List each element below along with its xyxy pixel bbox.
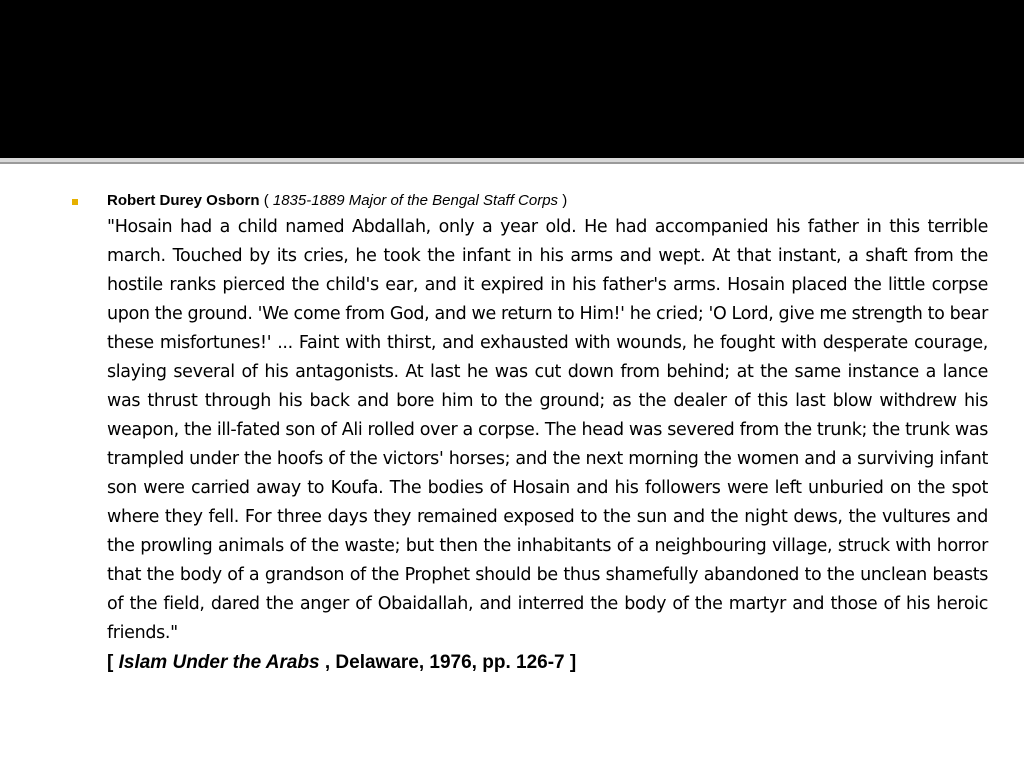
author-detail: 1835-1889 Major of the Bengal Staff Corps xyxy=(272,192,559,209)
slide-header-band xyxy=(0,0,1024,158)
paren-open: ( xyxy=(263,192,269,209)
author-name: Robert Durey Osborn xyxy=(107,192,260,209)
paren-close: ) xyxy=(562,192,568,209)
quote-attribution xyxy=(107,189,988,213)
square-bullet-icon xyxy=(72,199,78,205)
slide-body xyxy=(107,189,988,678)
header-divider-dark xyxy=(0,162,1024,164)
citation-details: , Delaware, 1976, pp. 126-7 ] xyxy=(324,652,577,673)
quote-text: "Hosain had a child named Abdallah, only a year old. He had accompanied his father in this terrible march. Touched by its cries, he took the infant in his arms and wept. At that instant, a shaft from the hostile ranks pierced the child's ear, and it expired in his father's arms. Hosain placed the little corpse upon the ground. 'We come from God, and we return to Him!' he cried; 'O Lord, give me strength to bear these misfortunes!' ... Faint with thirst, and exhausted with wounds, he fought with desperate courage, slaying several of his antagonists. At last he was cut down from behind; at the same instance a lance was thrust through his back and bore him to the ground; as the dealer of this last blow withdrew his weapon, the ill-fated son of Ali rolled over a corpse. The head was severed from the trunk; the trunk was trampled under the hoofs of the victors' horses; and the next morning the women and a surviving infant son were carried away to Koufa. The bodies of Hosain and his followers were left unburied on the spot where they fell. For three days they remained exposed to the sun and the night dews, the vultures and the prowling animals of the waste; but then the inhabitants of a neighbouring village, struck with horror that the body of a grandson of the Prophet should be thus shamefully abandoned to the unclean beasts of the field, dared the anger of Obaidallah, and interred the body of the martyr and those of his heroic friends." xyxy=(107,217,988,643)
citation-book-title: Islam Under the Arabs xyxy=(118,652,320,673)
citation-open-bracket: [ xyxy=(107,652,114,673)
citation xyxy=(107,648,988,678)
